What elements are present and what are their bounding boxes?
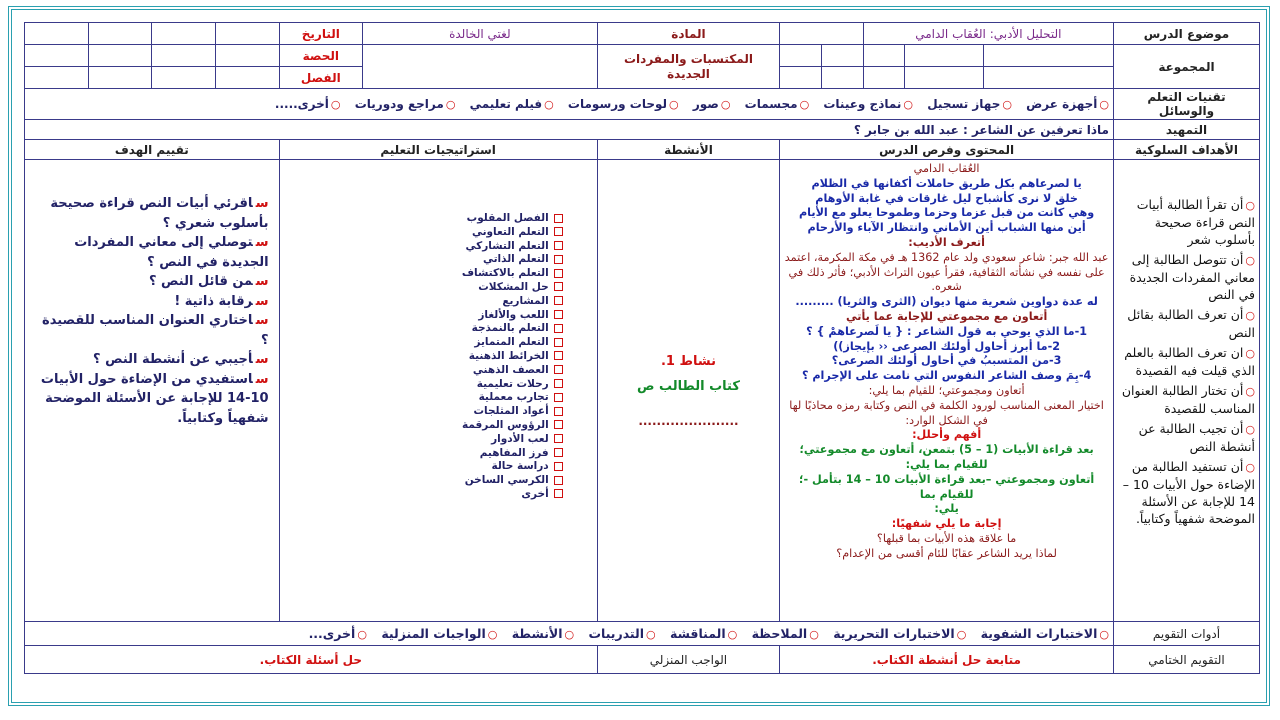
- evaluation-header: تقييم الهدف: [25, 140, 280, 160]
- checkbox-square-icon[interactable]: [554, 296, 563, 305]
- task-line: في الشكل الوارد:: [905, 413, 988, 427]
- goal-item: ○أن تستفيد الطالبة من الإضاءة حول الأبيات 10 – 14 للإجابة عن الأسئلة الموضحة شفهياً وكتابياً.: [1122, 459, 1255, 526]
- checkbox-square-icon[interactable]: [554, 338, 563, 347]
- activity-book: كتاب الطالب ص: [637, 378, 740, 394]
- vocab-label: المكتسبات والمفردات الجديدة: [597, 45, 780, 89]
- activity-label: نشاط 1.: [660, 353, 716, 369]
- topic-value: التحليل الأدبي: العُقاب الدامي: [863, 23, 1113, 45]
- goal-item: ○ان تعرف الطالبة بالعلم الذي قيلت فيه القصيدة: [1124, 345, 1255, 378]
- goals-cell: [1113, 160, 1259, 622]
- activity-dots: ......................: [638, 413, 739, 428]
- question-mark-label: س: [255, 274, 269, 289]
- goal-item: ○أن تقرأ الطالبة أبيات النص قراءة صحيحة بأسلوب شعر: [1136, 197, 1255, 247]
- evaluation-question: ساستفيدي من الإضاءة حول الأبيات 10-14 للإجابة عن الأسئلة الموضحة شفهياً وكتابياً.: [40, 371, 269, 426]
- assessment-option[interactable]: ○أخرى...: [308, 626, 367, 641]
- strategy-item[interactable]: لعب الأدوار: [284, 433, 563, 447]
- question-mark-label: س: [255, 371, 269, 387]
- strategy-item[interactable]: المشاريع: [284, 295, 563, 309]
- goal-item: ○أن تجيب الطالبة عن أنشطة النص: [1138, 421, 1255, 454]
- evaluation-question: ستوصلي إلى معاني المفردات الجديدة في النص ؟: [74, 235, 269, 270]
- checkbox-square-icon[interactable]: [554, 227, 563, 236]
- intro-text: ماذا تعرفين عن الشاعر : عبد الله بن جابر ؟: [25, 120, 1114, 140]
- checkbox-square-icon[interactable]: [554, 448, 563, 457]
- assessment-option[interactable]: ○المناقشة: [669, 626, 738, 641]
- strategy-item[interactable]: أخرى: [284, 488, 563, 502]
- checkbox-square-icon[interactable]: [554, 489, 563, 498]
- checkbox-square-icon[interactable]: [554, 476, 563, 485]
- poet-heading: أتعرف الأديب:: [908, 235, 985, 249]
- assessment-option[interactable]: ○الملاحظة: [751, 626, 819, 641]
- checkbox-square-icon[interactable]: [554, 282, 563, 291]
- strategy-item[interactable]: دراسة حالة: [284, 460, 563, 474]
- evaluation-question: ساختاري العنوان المناسب للقصيدة ؟: [42, 313, 269, 348]
- tools-option[interactable]: ○صور: [692, 97, 731, 111]
- question-mark-label: س: [255, 196, 269, 211]
- checkbox-square-icon[interactable]: [554, 351, 563, 360]
- assessment-option[interactable]: ○الاختبارات الشفوية: [980, 626, 1109, 641]
- oral-question: لماذا يريد الشاعر عقابًا للئام أقسى من الإعدام؟: [836, 546, 1057, 560]
- question-item: 2-ما أبرز أحاول أولئك الصرعى ‹‹ بإيجاز)): [833, 339, 1061, 353]
- coop2-instruction: أتعاون ومجموعتي؛ للقيام بما يلي:: [868, 383, 1025, 397]
- bullet-circle-icon: ○: [1245, 199, 1255, 212]
- strategies-cell: [279, 160, 597, 622]
- evaluation-list: [35, 194, 269, 428]
- radio-circle-icon: ○: [1099, 628, 1109, 641]
- strategy-item[interactable]: تجارب معملية: [284, 391, 563, 405]
- question-mark-label: س: [255, 235, 269, 250]
- assessment-option[interactable]: ○التدريبات: [588, 626, 656, 641]
- bullet-circle-icon: ○: [1245, 347, 1255, 360]
- strategy-item[interactable]: التعلم المتمايز: [284, 336, 563, 350]
- intro-label: التمهيد: [1113, 120, 1259, 140]
- final-label: التقويم الختامي: [1113, 646, 1259, 674]
- checkbox-square-icon[interactable]: [554, 407, 563, 416]
- tools-options: [25, 89, 1114, 120]
- question-mark-label: س: [255, 293, 269, 309]
- radio-circle-icon: ○: [564, 628, 575, 641]
- bullet-circle-icon: ○: [1245, 385, 1255, 398]
- goal-item: ○أن تتوصل الطالبة إلى معاني المفردات الجديدة في النص: [1129, 252, 1255, 302]
- understand-heading: أفهم وأحلل:: [912, 428, 982, 442]
- strategy-item[interactable]: التعلم بالنمذجة: [284, 322, 563, 336]
- evaluation-question: سأجيبي عن أنشطة النص ؟: [93, 352, 269, 367]
- poem-line: أين منها الشباب أين الأماني وانتظار الآباء والأرحام: [807, 221, 1086, 235]
- oral-question: ما علاقة هذه الأبيات بما قبلها؟: [876, 531, 1017, 545]
- tools-option[interactable]: ○فيلم تعليمي: [469, 97, 554, 111]
- assessment-label: أدوات التقويم: [1113, 622, 1259, 646]
- bullet-circle-icon: ○: [1245, 423, 1255, 436]
- strategy-item[interactable]: فرز المفاهيم: [284, 447, 563, 461]
- radio-circle-icon: ○: [544, 98, 554, 111]
- strategy-item[interactable]: اللعب والألغاز: [284, 309, 563, 323]
- checkbox-square-icon[interactable]: [554, 324, 563, 333]
- goal-item: ○أن تختار الطالبة العنوان المناسب للقصيدة: [1121, 383, 1255, 416]
- radio-circle-icon: ○: [330, 98, 341, 111]
- assessment-option[interactable]: ○الاختبارات التحريرية: [833, 626, 967, 641]
- checkbox-square-icon[interactable]: [554, 434, 563, 443]
- poem-title: العُقاب الدامي: [913, 162, 980, 175]
- checkbox-square-icon[interactable]: [554, 365, 563, 374]
- lesson-plan-table: [24, 22, 1260, 674]
- strategies-header: استراتيجيات التعليم: [279, 140, 597, 160]
- assessment-option[interactable]: ○الواجبات المنزلية: [381, 626, 498, 641]
- question-mark-label: س: [255, 352, 269, 367]
- group-label: المجموعة: [1113, 45, 1259, 89]
- radio-circle-icon: ○: [487, 628, 498, 641]
- checkbox-square-icon[interactable]: [554, 255, 563, 264]
- strategy-item[interactable]: التعلم التعاوني: [284, 226, 563, 240]
- strategy-item[interactable]: التعلم الذاتي: [284, 253, 563, 267]
- topic-label: موضوع الدرس: [1113, 23, 1259, 45]
- evaluation-question: ساقرئي أبيات النص قراءة صحيحة بأسلوب شعري ؟: [50, 196, 269, 231]
- class-label: الفصل: [279, 67, 362, 89]
- strategy-item[interactable]: التعلم التشاركي: [284, 240, 563, 254]
- analysis-line: بعد قراءة الأبيات (1 – 5) بتمعن، أتعاون مع مجموعتي؛ للقيام بما يلي:: [799, 443, 1094, 471]
- question-item: 1-ما الذي يوحي به قول الشاعر : { يا لَصرعاهمْ } ؟: [806, 324, 1088, 338]
- tools-option[interactable]: ○لوحات ورسومات: [567, 97, 679, 111]
- checkbox-square-icon[interactable]: [554, 420, 563, 429]
- radio-circle-icon: ○: [956, 628, 967, 641]
- poem-line: يا لصرعاهم بكل طريق حاملات أكفانها في الظلام: [811, 176, 1082, 190]
- goal-item: ○أن تعرف الطالبة بقائل النص: [1127, 307, 1255, 340]
- content-cell: [780, 160, 1114, 622]
- checkbox-square-icon[interactable]: [554, 393, 563, 402]
- checkbox-square-icon[interactable]: [554, 241, 563, 250]
- activities-header: الأنشطة: [597, 140, 780, 160]
- strategy-item[interactable]: التعلم بالاكتشاف: [284, 267, 563, 281]
- strategy-item[interactable]: العصف الذهني: [284, 364, 563, 378]
- radio-circle-icon: ○: [1099, 98, 1109, 111]
- question-item: 3-من المتسببُ في أحاول أولئك الصرعى؟: [831, 354, 1062, 368]
- period-label: الحصة: [279, 45, 362, 67]
- tools-option[interactable]: ○جهاز تسجيل: [927, 97, 1012, 111]
- content-header: المحتوى وفرص الدرس: [780, 140, 1114, 160]
- radio-circle-icon: ○: [903, 98, 914, 111]
- tools-option[interactable]: ○نماذج وعينات: [823, 97, 914, 111]
- poet-works: له عدة دواوين شعرية منها ديوان (الثرى والثريا) .........: [795, 295, 1098, 309]
- question-mark-label: س: [255, 313, 269, 328]
- strategies-list: [284, 212, 593, 502]
- bullet-circle-icon: ○: [1245, 254, 1255, 267]
- tools-label: تقنيات التعلم والوسائل: [1113, 89, 1259, 120]
- poem-line: خلق لا نرى كأشباح ليل غارقات في غابة الأوهام: [815, 191, 1078, 205]
- radio-circle-icon: ○: [1002, 98, 1012, 111]
- lesson-plan-sheet: [24, 22, 1260, 694]
- checkbox-square-icon[interactable]: [554, 269, 563, 278]
- radio-circle-icon: ○: [669, 98, 679, 111]
- assessment-option[interactable]: ○الأنشطة: [511, 626, 575, 641]
- subject-value: لغتي الخالدة: [363, 23, 598, 45]
- oral-heading: إجابة ما يلي شفهيًا:: [891, 517, 1002, 531]
- goals-header: الأهداف السلوكية: [1113, 140, 1259, 160]
- strategy-item[interactable]: رحلات تعليمية: [284, 378, 563, 392]
- checkbox-square-icon[interactable]: [554, 462, 563, 471]
- date-label: التاريخ: [279, 23, 362, 45]
- analysis-line: أتعاون ومجموعتي –بعد قراءة الأبيات 10 – 14 بتأمل -؛ للقيام بما: [798, 472, 1095, 501]
- strategy-item[interactable]: الكرسي الساخن: [284, 474, 563, 488]
- activities-cell: [597, 160, 780, 622]
- radio-circle-icon: ○: [727, 628, 738, 641]
- radio-circle-icon: ○: [799, 98, 810, 111]
- analysis-line: يلي:: [934, 502, 959, 516]
- coop-instruction: أتعاون مع مجموعتي للإجابة عما يأتي: [845, 309, 1048, 323]
- subject-label: المادة: [597, 23, 780, 45]
- strategy-item[interactable]: الفصل المقلوب: [284, 212, 563, 226]
- evaluation-question: سرقابة ذاتية !: [174, 293, 269, 309]
- homework-label: الواجب المنزلي: [597, 646, 780, 674]
- checkbox-square-icon[interactable]: [554, 379, 563, 388]
- tools-option[interactable]: ○مجسمات: [744, 97, 810, 111]
- radio-circle-icon: ○: [357, 628, 367, 641]
- final-value: متابعة حل أنشطة الكتاب.: [780, 646, 1114, 674]
- strategy-item[interactable]: أعواد المثلجات: [284, 405, 563, 419]
- assessment-options: [25, 622, 1114, 646]
- tools-option[interactable]: ○أجهزة عرض: [1026, 97, 1109, 111]
- strategy-item[interactable]: الرؤوس المرقمة: [284, 419, 563, 433]
- evaluation-cell: [25, 160, 280, 622]
- radio-circle-icon: ○: [646, 628, 656, 641]
- evaluation-question: سمن قائل النص ؟: [148, 274, 269, 289]
- strategy-item[interactable]: الخرائط الذهنية: [284, 350, 563, 364]
- bullet-circle-icon: ○: [1245, 309, 1255, 322]
- poet-bio: شعره.: [931, 280, 962, 294]
- question-item: 4-بِمَ وصف الشاعر النفوس التي نامت على الإجرام ؟: [801, 369, 1092, 383]
- poem-line: وهي كانت من قبل عزما وحزما وطموحا يعلو مع الأيام: [798, 206, 1095, 220]
- tools-option[interactable]: ○مراجع ودوريات: [354, 97, 456, 111]
- tools-option[interactable]: ○أخرى.....: [274, 97, 341, 111]
- bullet-circle-icon: ○: [1245, 461, 1255, 474]
- radio-circle-icon: ○: [445, 98, 456, 111]
- checkbox-square-icon[interactable]: [554, 214, 563, 223]
- checkbox-square-icon[interactable]: [554, 310, 563, 319]
- poet-bio: عبد الله جبر: شاعر سعودي ولد عام 1362 هـ في مكة المكرمة، اعتمد: [784, 250, 1109, 264]
- poet-bio: على نفسه في نشأته الثقافية، فقرأ عيون التراث الأدبي؛ فأثر ذلك في: [788, 265, 1105, 279]
- strategy-item[interactable]: حل المشكلات: [284, 281, 563, 295]
- radio-circle-icon: ○: [809, 628, 819, 641]
- homework-value: حل أسئلة الكتاب.: [25, 646, 598, 674]
- radio-circle-icon: ○: [720, 98, 731, 111]
- task-line: اختيار المعنى المناسب لورود الكلمة في النص وكتابة رمزه محاذيًا لها: [789, 398, 1104, 412]
